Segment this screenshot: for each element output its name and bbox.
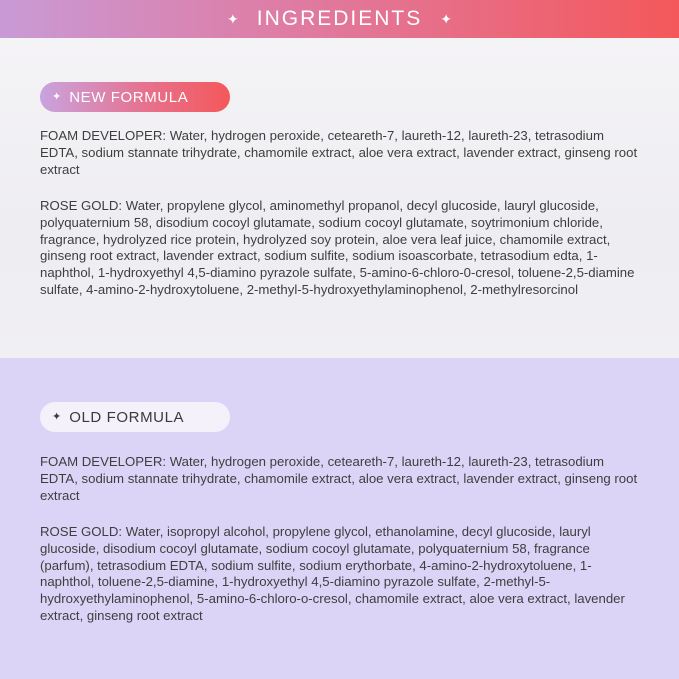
sparkle-icon: ✦ — [227, 11, 239, 27]
old-formula-badge — [40, 402, 230, 432]
old-formula-section — [0, 358, 679, 679]
new-foam-developer-text: Water, hydrogen peroxide, ceteareth-7, laureth-12, laureth-23, tetrasodium EDTA, sodium stannate trihydrate, chamomile extract, aloe vera extract, lavender extract, ginseng root extract — [40, 128, 638, 177]
old-formula-label: OLD FORMULA — [69, 408, 185, 426]
new-formula-section — [0, 38, 679, 358]
new-rose-gold-paragraph — [40, 198, 640, 299]
new-formula-label: NEW FORMULA — [69, 88, 189, 106]
sparkle-icon: ✦ — [52, 410, 62, 423]
old-foam-developer-text: Water, hydrogen peroxide, ceteareth-7, laureth-12, laureth-23, tetrasodium EDTA, sodium stannate trihydrate, chamomile extract, aloe vera extract, lavender extract, ginseng root extract — [40, 454, 638, 503]
new-rose-gold-text: Water, propylene glycol, aminomethyl propanol, decyl glucoside, lauryl glucoside, polyquaternium 58, disodium cocoyl glutamate, sodium cocoyl glutamate, soytrimonium chloride, fragrance, hydrolyzed rice protein, hydrolyzed soy protein, aloe vera leaf juice, chamomile extract, ginseng root extract, lavender extract, sodium sulfite, sodium isoascorbate, tetrasodium edta, 1-naphthol, 1-hydroxyethyl 4,5-diamino pyrazole sulfate, 5-amino-6-chloro-0-cresol, toluene-2,5-diamine sulfate, 4-amino-2-hydroxytoluene, 2-methyl-5-hydroxyethylaminophenol, 2-methylresorcinol — [40, 198, 635, 297]
old-rose-gold-label: ROSE GOLD: — [40, 524, 123, 539]
sparkle-icon: ✦ — [52, 90, 62, 103]
old-foam-developer-paragraph — [40, 454, 640, 504]
sparkle-icon: ✦ — [440, 11, 452, 27]
new-formula-badge — [40, 82, 230, 112]
new-foam-developer-paragraph — [40, 128, 640, 178]
ingredients-header — [0, 0, 679, 38]
old-rose-gold-text: Water, isopropyl alcohol, propylene glycol, ethanolamine, decyl glucoside, lauryl glucoside, disodium cocoyl glutamate, sodium cocoyl glutamate, polyquaternium 58, fragrance (parfum), tetrasodium EDTA, sodium sulfite, sodium erythorbate, 4-amino-2-hydroxytoluene, 1-naphthol, toluene-2,5-diamine, 1-hydroxyethyl 4,5-diamino pyrazole sulfate, 2-methyl-5-hydroxyethylaminophenol, 5-amino-6-chloro-o-cresol, chamomile extract, aloe vera extract, lavender extract, ginseng root extract — [40, 524, 625, 623]
new-foam-developer-label: FOAM DEVELOPER: — [40, 128, 167, 143]
old-foam-developer-label: FOAM DEVELOPER: — [40, 454, 167, 469]
new-rose-gold-label: ROSE GOLD: — [40, 198, 123, 213]
header-title: INGREDIENTS — [256, 7, 423, 30]
old-rose-gold-paragraph — [40, 524, 640, 625]
